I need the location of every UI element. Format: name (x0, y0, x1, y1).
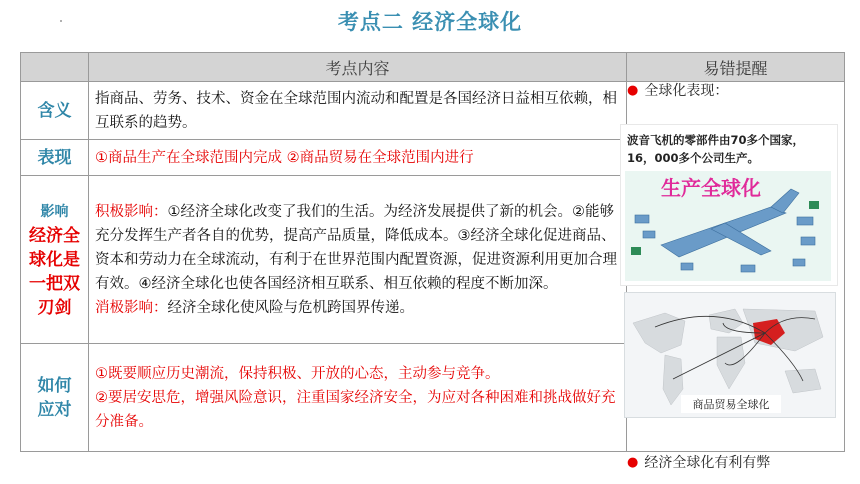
image1-title: 生产全球化 (661, 176, 761, 200)
positive-label: 积极影响： (95, 203, 168, 220)
impact-label-line: 一把双 (29, 273, 80, 294)
bullet-dot-icon: ● (627, 454, 639, 470)
page-title: 考点二 经济全球化 (337, 10, 523, 34)
production-globalization-image (620, 124, 838, 286)
row-label-response (21, 344, 89, 452)
header-tips: 易错提醒 (627, 53, 845, 82)
response-line-2: ②要居安思危，增强风险意识，注重国家经济安全，为应对各种困难和挑战做好充分准备。 (95, 389, 616, 430)
row-text-performance (89, 140, 627, 176)
response-line-1: ①既要顺应历史潮流，保持积极、开放的心态，主动参与竞争。 (95, 365, 500, 382)
tip-text-2: 经济全球化有利有弊 (644, 455, 771, 471)
row-label-performance: 表现 (21, 140, 89, 176)
row-label-meaning: 含义 (21, 82, 89, 140)
row-text-response (89, 344, 627, 452)
row-label-impact (21, 176, 89, 344)
response-label-line: 应对 (37, 399, 72, 420)
impact-label-top: 影响 (40, 203, 69, 220)
negative-label: 消极影响： (95, 299, 168, 316)
airplane-parts-illustration (621, 167, 837, 285)
tip-bullet-2 (627, 452, 770, 472)
impact-label-line: 刃剑 (37, 297, 72, 318)
trade-globalization-map (624, 292, 836, 418)
tip-text-1: 全球化表现： (644, 83, 729, 99)
impact-label-line: 球化是 (29, 249, 80, 270)
positive-text: ①经济全球化改变了我们的生活。为经济发展提供了新的机会。②能够充分发挥生产者各自的优势，提高产品质量，降低成本。③经济全球化促进商品、资本和劳动力在全球流动，有利于在世界范围内配置资源，促进资源利用更加合理有效。④经济全球化也使各国经济相互联系、相互依赖的程度不断加深。 (95, 203, 617, 292)
row-text-impact (89, 176, 627, 344)
negative-text: 经济全球化使风险与危机跨国界传递。 (167, 299, 414, 316)
image1-caption: 波音飞机的零部件由70多个国家，16，000多个公司生产。 (627, 133, 805, 165)
impact-label-line: 经济全 (29, 225, 80, 246)
row-text-meaning: 指商品、劳务、技术、资金在全球范围内流动和配置是各国经济日益相互依赖，相互联系的趋势。 (89, 82, 627, 140)
header-blank (21, 53, 89, 82)
tip-bullet-1 (627, 80, 728, 100)
header-content: 考点内容 (89, 53, 627, 82)
bullet-dot-icon: ● (627, 82, 639, 98)
performance-text: ①商品生产在全球范围内完成 ②商品贸易在全球范围内进行 (95, 149, 474, 166)
image2-caption: 商品贸易全球化 (681, 395, 781, 413)
response-label-line: 如何 (37, 375, 72, 396)
